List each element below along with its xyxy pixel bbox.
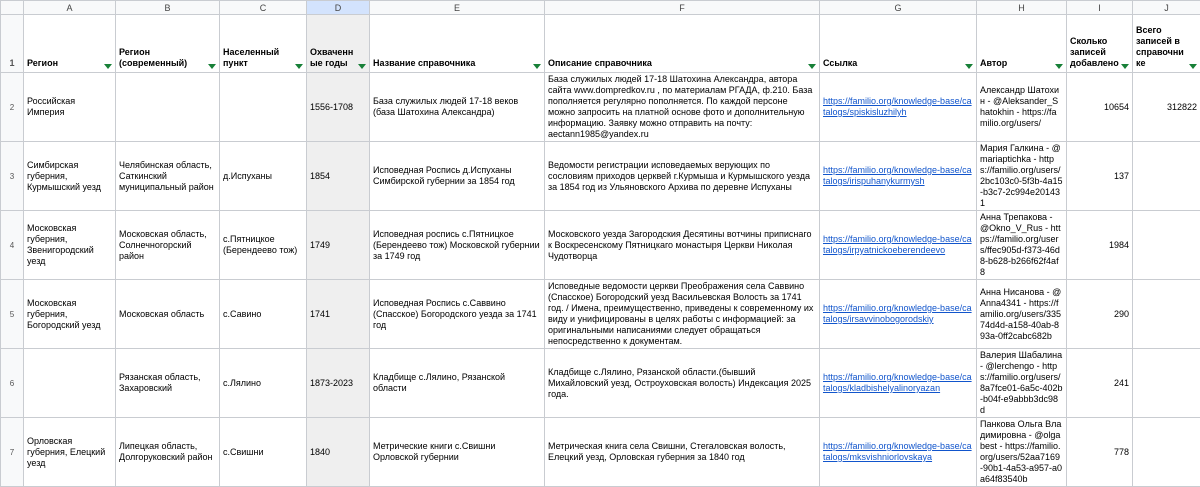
header-label: Всего записей в справочни ке [1136,25,1184,68]
cell-modern[interactable]: Липецкая область, Долгоруковский район [116,418,220,487]
table-row [1,418,1200,487]
cell-link[interactable] [820,142,977,211]
catalog-link[interactable]: https://familio.org/knowledge-base/catalogs/kladbishelyalinoryazan [823,372,972,393]
header-label: Регион [27,58,58,68]
row-number[interactable]: 2 [1,73,24,142]
header-cell-d[interactable] [307,15,370,73]
table-row [1,142,1200,211]
cell-place[interactable]: с.Савино [220,280,307,349]
filter-icon[interactable] [1121,64,1129,69]
select-all-corner[interactable] [1,1,24,15]
filter-icon[interactable] [358,64,366,69]
column-header-i[interactable]: I [1067,1,1133,15]
cell-author[interactable]: Валерия Шабалина - @lerchengo - https://familio.org/users/8a7fce01-6a5c-402b-b04f-e9abbb3dc98d [977,349,1067,418]
cell-name[interactable]: Исповедная Роспись д.Испуханы Симбирской губернии за 1854 год [370,142,545,211]
row-number[interactable]: 7 [1,418,24,487]
cell-name[interactable]: Кладбище с.Лялино, Рязанской области [370,349,545,418]
table-row [1,73,1200,142]
cell-author[interactable]: Александр Шатохин - @Aleksander_Shatokhin - https://familio.org/users/ [977,73,1067,142]
header-cell-i[interactable] [1067,15,1133,73]
cell-added[interactable]: 290 [1067,280,1133,349]
row-number[interactable]: 6 [1,349,24,418]
filter-icon[interactable] [208,64,216,69]
table-row [1,349,1200,418]
column-header-e[interactable]: E [370,1,545,15]
cell-added[interactable]: 137 [1067,142,1133,211]
header-label: Населенный пункт [223,47,279,68]
catalog-link[interactable]: https://familio.org/knowledge-base/catalogs/spiskisluzhilyh [823,96,972,117]
cell-link[interactable] [820,349,977,418]
cell-total[interactable] [1133,349,1200,418]
column-header-d[interactable]: D [307,1,370,15]
column-header-b[interactable]: B [116,1,220,15]
catalog-link[interactable]: https://familio.org/knowledge-base/catalogs/irsavvinobogorodskiy [823,303,972,324]
cell-years[interactable]: 1741 [307,280,370,349]
header-label: Охваченн ые годы [310,47,353,68]
cell-region[interactable]: Орловская губерния, Елецкий уезд [24,418,116,487]
cell-added[interactable]: 778 [1067,418,1133,487]
cell-total[interactable] [1133,280,1200,349]
cell-desc[interactable]: Московского уезда Загородския Десятины вотчины приписнаго к Воскресенскому Пятницкаго монастыря Церкви Николая Чудотворца [545,211,820,280]
cell-modern[interactable]: Московская область [116,280,220,349]
cell-region[interactable]: Московская губерния, Богородский уезд [24,280,116,349]
cell-desc[interactable]: Исповедные ведомости церкви Преображения села Саввино (Спасское) Богородский уезд Васильевская Волость за 1741 год. / Имена, преимущественно, приведены к современному их виду и унифицированы в целях работы с информацией: за оригинальными написаниями следует обращаться непосредственно к документам. [545,280,820,349]
header-cell-h[interactable] [977,15,1067,73]
column-header-row [1,1,1200,15]
cell-name[interactable]: Метрические книги с.Свишни Орловской губернии [370,418,545,487]
cell-name[interactable]: Исповедная Роспись с.Саввино (Спасское) Богородского уезда за 1741 год [370,280,545,349]
cell-region[interactable] [24,349,116,418]
filter-icon[interactable] [965,64,973,69]
cell-region[interactable]: Симбирская губерния, Курмышский уезд [24,142,116,211]
filter-icon[interactable] [104,64,112,69]
cell-name[interactable]: Исповедная роспись с.Пятницкое (Берендеево тож) Московской губернии за 1749 год [370,211,545,280]
cell-link[interactable] [820,280,977,349]
cell-link[interactable] [820,418,977,487]
header-label: Ссылка [823,58,857,68]
catalog-link[interactable]: https://familio.org/knowledge-base/catalogs/mksvishniorlovskaya [823,441,972,462]
cell-desc[interactable]: Метрическая книга села Свишни, Стегаловская волость, Елецкий уезд, Орловская губерния за 1840 год [545,418,820,487]
cell-author[interactable]: Панкова Ольга Владимировна - @olgabest - https://familio.org/users/52aa7169-90b1-4a53-a957-a0a64f83540b [977,418,1067,487]
header-label: Сколько записей добавлено [1070,36,1119,68]
header-label: Регион (современный) [119,47,187,68]
header-cell-b[interactable] [116,15,220,73]
cell-desc[interactable]: Кладбище с.Лялино, Рязанской области.(бывший Михайловский уезд, Остроуховская волость) Индексация 2025 года. [545,349,820,418]
row-number[interactable]: 5 [1,280,24,349]
table-row [1,211,1200,280]
cell-total[interactable] [1133,142,1200,211]
cell-modern[interactable]: Челябинская область, Саткинский муниципальный район [116,142,220,211]
cell-place[interactable]: д.Испуханы [220,142,307,211]
header-label: Название справочника [373,58,475,68]
cell-desc[interactable]: Ведомости регистрации исповедаемых верующих по сословиям приходов церквей г.Курмыша и Курмышского уезда за 1854 год из Ульяновского Архива по деревне Испуханы [545,142,820,211]
cell-place[interactable]: с.Пятницкое (Берендеево тож) [220,211,307,280]
header-cell-e[interactable] [370,15,545,73]
cell-place[interactable]: с.Свишни [220,418,307,487]
cell-modern[interactable] [116,73,220,142]
cell-added[interactable]: 1984 [1067,211,1133,280]
header-row [1,15,1200,73]
filter-icon[interactable] [533,64,541,69]
cell-name[interactable]: База служилых людей 17-18 веков (база Шатохина Александра) [370,73,545,142]
cell-total[interactable] [1133,211,1200,280]
filter-icon[interactable] [1055,64,1063,69]
header-cell-f[interactable] [545,15,820,73]
cell-modern[interactable]: Рязанская область, Захаровский [116,349,220,418]
cell-added[interactable]: 10654 [1067,73,1133,142]
header-label: Описание справочника [548,58,652,68]
header-label: Автор [980,58,1007,68]
row-number[interactable]: 4 [1,211,24,280]
cell-desc[interactable]: База служилых людей 17-18 Шатохина Александра, автора сайта www.dompredkov.ru , по материалам РГАДА, ф.210. База пополняется регулярно пополняется. По каждой персоне можно запросить на платной основе фото и дополнительную информацию. Заявку можно отправить на почту: aectann1985@yandex.ru [545,73,820,142]
cell-author[interactable]: Мария Галкина - @mariaptichka - https://familio.org/users/2bc103c0-5f3b-4a15-b3c7-2c994e201431 [977,142,1067,211]
cell-years[interactable]: 1749 [307,211,370,280]
cell-place[interactable] [220,73,307,142]
column-header-f[interactable]: F [545,1,820,15]
cell-years[interactable]: 1854 [307,142,370,211]
cell-years[interactable]: 1840 [307,418,370,487]
row-number[interactable]: 3 [1,142,24,211]
table-row [1,280,1200,349]
column-header-a[interactable]: A [24,1,116,15]
filter-icon[interactable] [1189,64,1197,69]
column-header-h[interactable]: H [977,1,1067,15]
column-header-g[interactable]: G [820,1,977,15]
cell-link[interactable] [820,73,977,142]
column-header-j[interactable]: J [1133,1,1200,15]
filter-icon[interactable] [295,64,303,69]
cell-author[interactable]: Анна Трепакова - @Okno_V_Rus - https://familio.org/users/ffec905d-f373-46d8-b628-b266f62f4af8 [977,211,1067,280]
cell-years[interactable]: 1873-2023 [307,349,370,418]
catalog-link[interactable]: https://familio.org/knowledge-base/catalogs/irispuhanykurmysh [823,165,972,186]
column-header-c[interactable]: C [220,1,307,15]
cell-added[interactable]: 241 [1067,349,1133,418]
cell-modern[interactable]: Московская область, Солнечногорский район [116,211,220,280]
header-cell-c[interactable] [220,15,307,73]
header-cell-j[interactable] [1133,15,1200,73]
filter-icon[interactable] [808,64,816,69]
cell-link[interactable] [820,211,977,280]
catalog-link[interactable]: https://familio.org/knowledge-base/catalogs/irpyatnickoeberendeevo [823,234,972,255]
cell-region[interactable]: Российская Империя [24,73,116,142]
header-cell-a[interactable] [24,15,116,73]
cell-total[interactable] [1133,418,1200,487]
cell-total[interactable]: 312822 [1133,73,1200,142]
cell-place[interactable]: с.Лялино [220,349,307,418]
header-cell-g[interactable] [820,15,977,73]
cell-region[interactable]: Московская губерния, Звенигородский уезд [24,211,116,280]
cell-author[interactable]: Анна Нисанова - @Anna4341 - https://familio.org/users/33574d4d-a158-40ab-893a-0ff2cabc682b [977,280,1067,349]
cell-years[interactable]: 1556-1708 [307,73,370,142]
row-number[interactable]: 1 [1,15,24,73]
